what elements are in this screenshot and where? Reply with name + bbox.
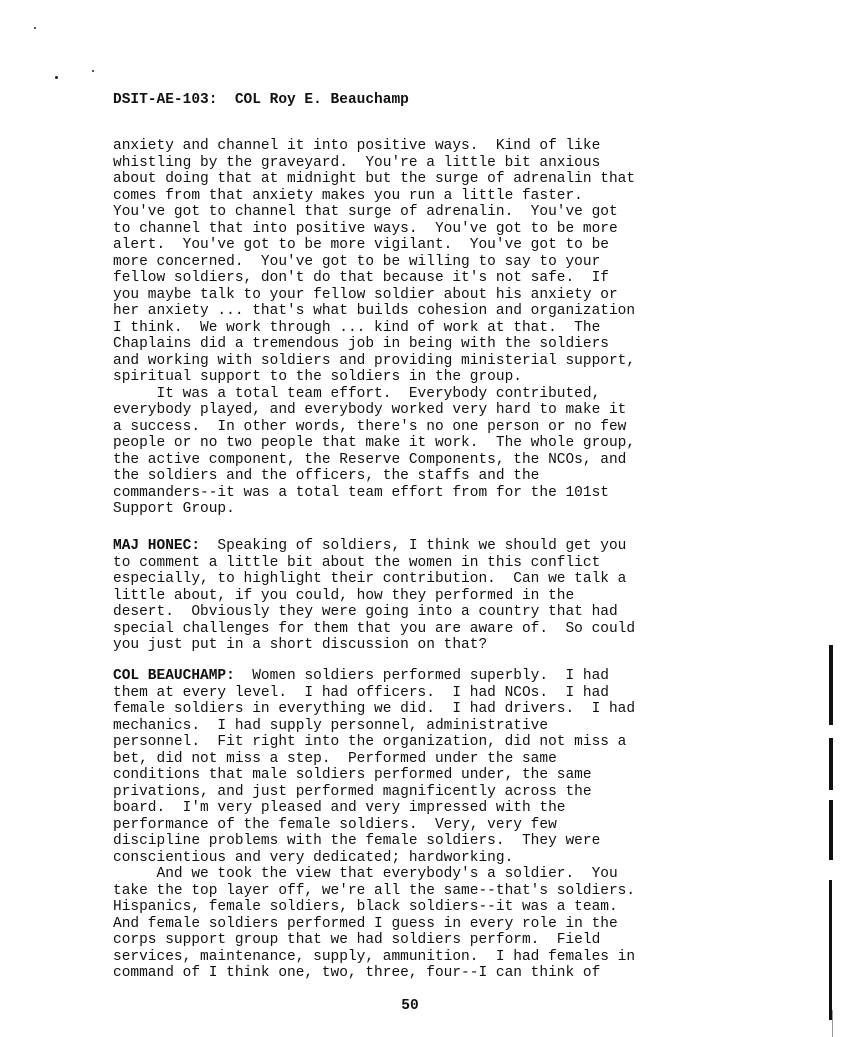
text-line: Support Group. bbox=[113, 501, 235, 517]
text-line: you just put in a short discussion on that? bbox=[113, 637, 488, 653]
text-line: little about, if you could, how they performed in the bbox=[113, 587, 575, 604]
scan-edge-mark bbox=[829, 738, 833, 790]
text-line: board. I'm very pleased and very impressed with the bbox=[113, 800, 566, 816]
text-line: And female soldiers performed I guess in every role in the bbox=[113, 915, 618, 932]
text-line: Hispanics, female soldiers, black soldiers--it was a team. bbox=[113, 899, 618, 915]
text-line: and working with soldiers and providing ministerial support, bbox=[113, 352, 636, 369]
text-line: corps support group that we had soldiers perform. Field bbox=[113, 932, 601, 948]
text-segment: Speaking of soldiers, I think we should get you bbox=[200, 538, 627, 554]
scan-speck bbox=[34, 27, 36, 29]
text-line: whistling by the graveyard. You're a little bit anxious bbox=[113, 154, 601, 171]
text-line: services, maintenance, supply, ammunition. I had females in bbox=[113, 948, 636, 965]
text-line: personnel. Fit right into the organization, did not miss a bbox=[113, 734, 627, 750]
text-line: people or no two people that make it work. The whole group, bbox=[113, 435, 636, 451]
text-line: to comment a little bit about the women in this conflict bbox=[113, 554, 601, 571]
text-line: mechanics. I had supply personnel, administrative bbox=[113, 717, 549, 734]
text-segment: Women soldiers performed superbly. I had bbox=[234, 668, 609, 684]
text-line: And we took the view that everybody's a soldier. You bbox=[113, 866, 618, 882]
scan-edge-mark bbox=[829, 880, 832, 1020]
text-line: special challenges for them that you are aware of. So could bbox=[113, 620, 636, 637]
text-line: You've got to channel that surge of adrenalin. You've got bbox=[113, 204, 618, 220]
text-line: privations, and just performed magnificently across the bbox=[113, 783, 592, 800]
text-line: conscientious and very dedicated; hardworking. bbox=[113, 849, 514, 866]
paragraph bbox=[113, 668, 733, 982]
text-line: everybody played, and everybody worked very hard to make it bbox=[113, 402, 627, 418]
text-line: comes from that anxiety makes you run a little faster. bbox=[113, 187, 583, 204]
paragraph bbox=[113, 138, 733, 518]
text-line: more concerned. You've got to be willing to say to your bbox=[113, 253, 601, 270]
text-line: alert. You've got to be more vigilant. You've got to be bbox=[113, 237, 609, 253]
text-line: Chaplains did a tremendous job in being with the soldiers bbox=[113, 336, 609, 352]
text-line: about doing that at midnight but the surge of adrenalin that bbox=[113, 171, 636, 187]
text-line: bet, did not miss a step. Performed under the same bbox=[113, 750, 557, 767]
text-line: female soldiers in everything we did. I had drivers. I had bbox=[113, 701, 636, 717]
text-line: take the top layer off, we're all the same--that's soldiers. bbox=[113, 882, 636, 899]
text-line: conditions that male soldiers performed under, the same bbox=[113, 767, 592, 783]
text-line: I think. We work through ... kind of work at that. The bbox=[113, 319, 601, 336]
speaker-label: MAJ HONEC: bbox=[113, 538, 201, 554]
text-line: the soldiers and the officers, the staffs and the bbox=[113, 468, 540, 484]
text-line: them at every level. I had officers. I had NCOs. I had bbox=[113, 684, 609, 701]
scan-speck bbox=[92, 70, 94, 72]
text-line: especially, to highlight their contribution. Can we talk a bbox=[113, 571, 627, 587]
text-line: performance of the female soldiers. Very, very few bbox=[113, 816, 557, 833]
page-number: 50 bbox=[401, 998, 419, 1014]
text-line: to channel that into positive ways. You've got to be more bbox=[113, 220, 618, 237]
document-header: DSIT-AE-103: COL Roy E. Beauchamp bbox=[113, 92, 409, 108]
text-line bbox=[113, 668, 733, 685]
text-line: fellow soldiers, don't do that because it's not safe. If bbox=[113, 270, 609, 286]
scan-edge-mark bbox=[829, 800, 833, 860]
text-line: a success. In other words, there's no one person or no few bbox=[113, 418, 627, 435]
scan-edge-mark bbox=[829, 645, 833, 725]
text-line: her anxiety ... that's what builds cohesion and organization bbox=[113, 303, 636, 319]
text-line: command of I think one, two, three, four--I can think of bbox=[113, 965, 601, 981]
text-line: spiritual support to the soldiers in the group. bbox=[113, 369, 522, 385]
text-line: commanders--it was a total team effort from for the 101st bbox=[113, 484, 609, 501]
paragraph bbox=[113, 538, 733, 654]
text-line: the active component, the Reserve Components, the NCOs, and bbox=[113, 451, 627, 468]
scan-edge-line bbox=[832, 1010, 833, 1037]
speaker-label: COL BEAUCHAMP: bbox=[113, 668, 235, 684]
text-line: you maybe talk to your fellow soldier about his anxiety or bbox=[113, 286, 618, 303]
scan-speck bbox=[55, 76, 58, 79]
text-line: discipline problems with the female soldiers. They were bbox=[113, 833, 601, 849]
text-line bbox=[113, 538, 733, 555]
text-line: desert. Obviously they were going into a country that had bbox=[113, 604, 618, 620]
text-line: It was a total team effort. Everybody contributed, bbox=[113, 385, 601, 402]
text-line: anxiety and channel it into positive ways. Kind of like bbox=[113, 138, 601, 154]
